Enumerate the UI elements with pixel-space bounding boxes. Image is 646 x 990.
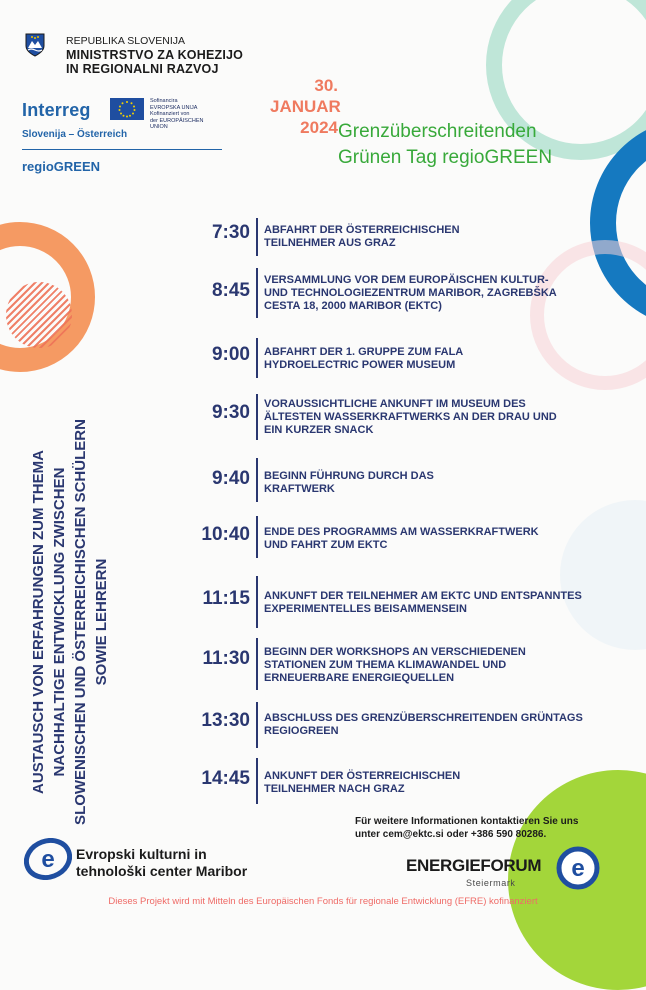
schedule-divider [256,338,258,378]
interreg-logo: Interreg [22,100,91,120]
schedule-time: 11:30 [202,648,250,669]
svg-text:e: e [41,846,55,873]
svg-text:e: e [571,855,585,882]
schedule-divider [256,218,258,256]
ektc-line-2: tehnološki center Maribor [76,863,248,879]
funding-footer: Dieses Projekt wird mit Mitteln des Europäischen Fonds für regionale Entwicklung (EFRE) kofinanziert [108,896,538,907]
event-date-month: JANUAR [270,97,341,116]
header-divider [22,149,222,150]
event-date [270,75,341,138]
schedule-time: 9:00 [211,344,250,365]
ektc-line-1: Evropski kulturni in [76,846,207,862]
programme-countries: Slovenija – Österreich [22,129,128,140]
schedule-divider [256,702,258,748]
schedule-divider [256,516,258,558]
energieforum-subtitle: Steiermark [466,878,516,888]
schedule-divider [256,268,258,318]
ministry-line-1: REPUBLIKA SLOVENIJA [66,35,186,47]
eu-text-line-3: Kofinanziert von [150,111,190,117]
schedule-time: 10:40 [201,524,250,545]
schedule-time: 7:30 [211,222,250,243]
event-title [338,119,552,171]
schedule-time: 9:30 [211,402,250,423]
schedule-description: VERSAMMLUNG VOR DEM EUROPÄISCHEN KULTUR- UND TECHNOLOGIEZENTRUM MARIBOR, ZAGREBŠKA CESTA 18, 2000 MARIBOR (EKTC) [264,274,557,312]
ministry-line-3: IN REGIONALNI RAZVOJ [66,62,219,76]
energieforum-title: ENERGIEFORUM [406,856,542,875]
event-date-year: 2024 [300,118,338,137]
schedule-description: ANKUNFT DER ÖSTERREICHISCHEN TEILNEHMER NACH GRAZ [264,770,461,795]
schedule-divider [256,758,258,804]
decor-hatched-circle [6,282,72,348]
schedule-description: ANKUNFT DER TEILNEHMER AM EKTC UND ENTSPANNTES EXPERIMENTELLES BEISAMMENSEIN [264,590,582,615]
schedule-description: ABSCHLUSS DES GRENZÜBERSCHREITENDEN GRÜNTAGS REGIOGREEN [264,712,583,737]
event-title-line-2: Grünen Tag regioGREEN [338,147,553,168]
eu-text-line-2: EVROPSKA UNIJA [150,104,198,111]
schedule-description: VORAUSSICHTLICHE ANKUNFT IM MUSEUM DES ÄLTESTEN WASSERKRAFTWERKS AN DER DRAU UND EIN KURZER SNACK [264,398,557,436]
ektc-name [76,846,247,880]
event-date-day: 30. [314,76,338,95]
schedule-description: ABFAHRT DER ÖSTERREICHISCHEN TEILNEHMER AUS GRAZ [264,224,460,249]
schedule-description: BEGINN FÜHRUNG DURCH DAS KRAFTWERK [264,470,434,495]
contact-line-1: Für weitere Informationen kontaktieren Sie uns [355,816,579,827]
project-name: regioGREEN [22,159,101,174]
schedule-divider [256,394,258,440]
schedule-time: 9:40 [211,468,250,489]
ministry-line-2: MINISTRSTVO ZA KOHEZIJO [66,48,244,62]
schedule-description: ENDE DES PROGRAMMS AM WASSERKRAFTWERK UND FAHRT ZUM EKTC [264,526,539,551]
ektc-logo-icon [24,838,72,880]
schedule-divider [256,576,258,628]
schedule-time: 13:30 [201,710,250,731]
schedule-time: 8:45 [211,280,250,301]
eu-flag-icon [110,98,144,120]
ministry-name [66,34,243,76]
contact-line-2: unter cem@ektc.si oder +386 590 80286. [355,829,547,840]
energieforum-logo-icon [556,846,600,890]
decor-blob-faint [560,500,646,650]
contact-info [355,815,578,841]
schedule-divider [256,458,258,502]
eu-text-line-1: Sofinancira [150,98,178,104]
slovenia-emblem-icon [24,32,46,58]
event-title-line-1: Grenzüberschreitenden [338,121,537,142]
decor-ring-pink [530,240,646,390]
schedule-divider [256,638,258,690]
schedule-description: BEGINN DER WORKSHOPS AN VERSCHIEDENEN STATIONEN ZUM THEMA KLIMAWANDEL UND ERNEUERBARE ENERGIEQUELLEN [264,646,526,684]
eu-cofinancing-text [150,98,210,131]
schedule-time: 11:15 [202,588,250,609]
schedule-time: 14:45 [201,768,250,789]
eu-text-line-4: der EUROPÄISCHEN UNION [150,117,204,130]
side-theme-text: AUSTAUSCH VON ERFAHRUNGEN ZUM THEMA NACHHALTIGE ENTWICKLUNG ZWISCHEN SLOWENISCHEN UND ÖSTERREICHISCHEN SCHÜLERN SOWIE LEHRERN [30,419,110,825]
schedule-description: ABFAHRT DER 1. GRUPPE ZUM FALA HYDROELECTRIC POWER MUSEUM [264,346,463,371]
